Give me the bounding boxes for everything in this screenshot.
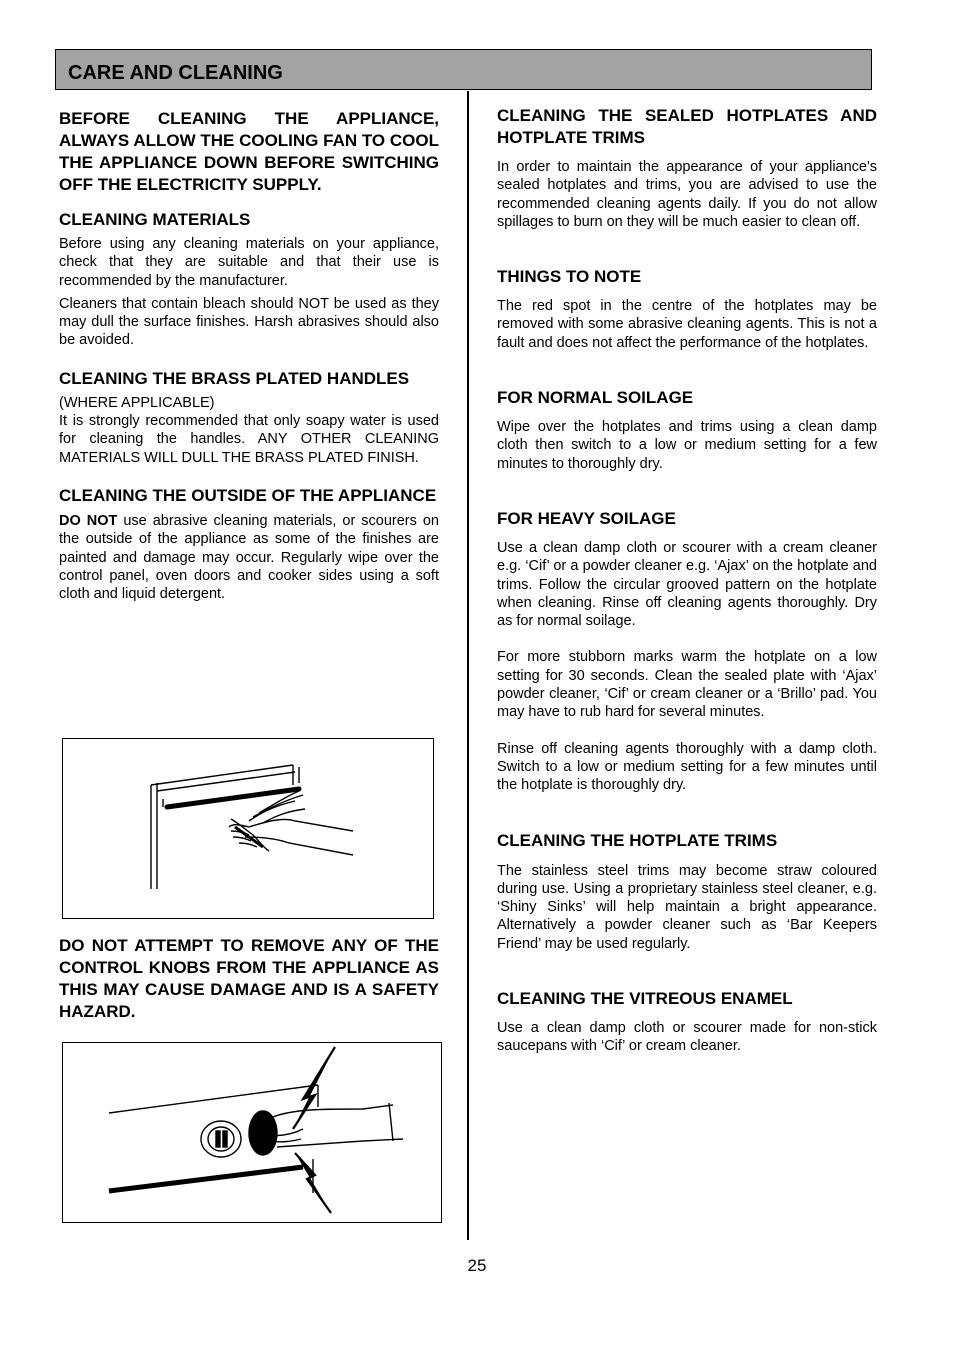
things-to-note-para: The red spot in the centre of the hotplates may be removed with some abrasive cleaning agents. This is not a fault and does not affect the performance of the hotplates. xyxy=(497,298,877,351)
brass-handles-note: (WHERE APPLICABLE) xyxy=(59,394,215,411)
sealed-hotplates-heading: CLEANING THE SEALED HOTPLATES AND HOTPLATE TRIMS xyxy=(497,106,877,147)
left-column xyxy=(59,108,439,603)
outside-appliance-para xyxy=(59,512,439,603)
vitreous-enamel-heading: CLEANING THE VITREOUS ENAMEL xyxy=(497,989,793,1009)
heavy-soilage-heading: FOR HEAVY SOILAGE xyxy=(497,508,676,528)
do-not-emphasis: DO NOT xyxy=(59,512,118,529)
things-to-note-heading: THINGS TO NOTE xyxy=(497,267,642,287)
control-knob-warning: DO NOT ATTEMPT TO REMOVE ANY OF THE CONTROL KNOBS FROM THE APPLIANCE AS THIS MAY CAUSE DAMAGE AND IS A SAFETY HAZARD. xyxy=(59,936,439,1021)
page-title: CARE AND CLEANING xyxy=(68,62,283,84)
cooling-fan-warning: BEFORE CLEANING THE APPLIANCE, ALWAYS ALLOW THE COOLING FAN TO COOL THE APPLIANCE DOWN BEFORE SWITCHING OFF THE ELECTRICITY SUPPLY. xyxy=(59,109,439,194)
hotplate-trims-heading: CLEANING THE HOTPLATE TRIMS xyxy=(497,830,778,850)
control-knob-figure xyxy=(62,1042,442,1223)
brass-handles-para: It is strongly recommended that only soapy water is used for cleaning the handles. ANY OTHER CLEANING MATERIALS WILL DULL THE BRASS PLATED FINISH. xyxy=(59,413,439,466)
column-divider xyxy=(467,91,469,1240)
outside-appliance-heading: CLEANING THE OUTSIDE OF THE APPLIANCE xyxy=(59,485,437,505)
vitreous-enamel-para: Use a clean damp cloth or scourer made for non-stick saucepans with ‘Cif’ or cream cleaner. xyxy=(497,1020,877,1055)
heavy-soilage-para-2: For more stubborn marks warm the hotplate on a low setting for 30 seconds. Clean the sealed plate with ‘Ajax’ powder cleaner, ‘Cif’ or cream cleaner or a ‘Brillo’ pad. You may have to rub hard for several minutes. xyxy=(497,649,877,721)
cleaning-materials-heading: CLEANING MATERIALS xyxy=(59,210,251,229)
sealed-hotplates-para: In order to maintain the appearance of your appliance's sealed hotplates and trims, you are advised to use the recommended cleaning agents daily. If you do not allow spillages to burn on they will be much easier to clean off. xyxy=(497,159,877,230)
cleaning-materials-para-2: Cleaners that contain bleach should NOT be used as they may dull the surface finishes. Harsh abrasives should also be avoided. xyxy=(59,295,439,349)
brass-handles-heading: CLEANING THE BRASS PLATED HANDLES xyxy=(59,368,410,388)
page-number: 25 xyxy=(467,1256,487,1275)
normal-soilage-heading: FOR NORMAL SOILAGE xyxy=(497,388,694,408)
heavy-soilage-para-1: Use a clean damp cloth or scourer with a cream cleaner e.g. ‘Cif’ or a powder cleaner e.g. ‘Ajax’ on the hotplate and trims. Follow the circular grooved pattern on the hotplate when cleaning. Rinse off cleaning agents thoroughly. Dry as for normal soilage. xyxy=(497,539,877,630)
hand-removing-control-knob-icon xyxy=(63,1043,441,1222)
heavy-soilage-para-3: Rinse off cleaning agents thoroughly with a damp cloth. Switch to a low or medium setting for a few minutes until the hotplate is thoroughly dry. xyxy=(497,740,877,794)
cleaning-materials-para-1: Before using any cleaning materials on your appliance, check that they are suitable and that their use is recommended by the manufacturer. xyxy=(59,236,439,289)
normal-soilage-para: Wipe over the hotplates and trims using a clean damp cloth then switch to a low or medium setting for a few minutes to thoroughly dry. xyxy=(497,419,877,472)
hand-wiping-oven-door-icon xyxy=(63,739,433,918)
section-header-bar xyxy=(55,49,872,90)
oven-door-cleaning-figure xyxy=(62,738,434,919)
right-column xyxy=(497,105,877,1056)
hotplate-trims-para: The stainless steel trims may become straw coloured during use. Using a proprietary stainless steel cleaner, e.g. ‘Shiny Sinks’ will help maintain a bright appearance. Alternatively a powder cleaner such as ‘Bar Keepers Friend’ may be used regularly. xyxy=(497,862,877,952)
outside-appliance-para-rest: use abrasive cleaning materials, or scourers on the outside of the appliance as some of the finishes are painted and damage may occur. Regularly wipe over the control panel, oven doors and cooker sides using a soft cloth and liquid detergent. xyxy=(59,512,439,603)
